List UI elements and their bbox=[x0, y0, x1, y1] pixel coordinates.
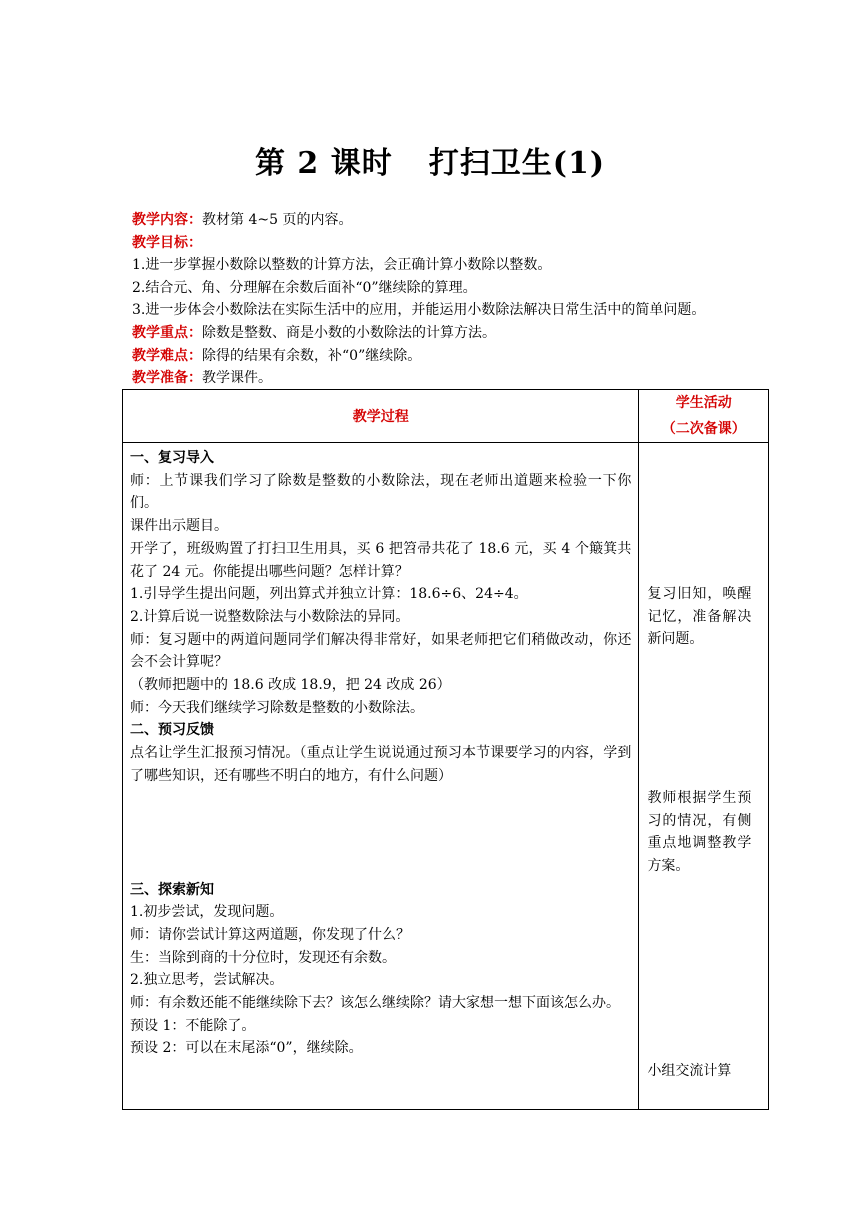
teaching-content-value: 教材第 4~5 页的内容。 bbox=[202, 212, 353, 228]
lesson-topic: 打扫卫生(1) bbox=[428, 146, 606, 181]
teaching-process-cell bbox=[123, 443, 639, 1110]
lesson-meta bbox=[132, 209, 772, 390]
teaching-difficulty bbox=[132, 345, 772, 368]
section-explore-line: 预设 2：可以在末尾添“0”，继续除。 bbox=[130, 1040, 363, 1057]
second-prep-title: （二次备课） bbox=[661, 421, 746, 437]
teaching-key-value: 除数是整数、商是小数的小数除法的计算方法。 bbox=[202, 324, 496, 341]
student-activity-header bbox=[639, 390, 769, 443]
lesson-plan-table bbox=[122, 389, 769, 1110]
section-review-line: （教师把题中的 18.6 改成 18.9，把 24 改成 26） bbox=[130, 677, 451, 694]
section-explore-line: 师：有余数还能不能继续除下去？该怎么继续除？请大家想一想下面该怎么办。 bbox=[130, 995, 620, 1012]
teaching-goals-label: 教学目标： bbox=[132, 234, 202, 251]
teaching-content bbox=[132, 209, 772, 232]
section-explore-line: 生：当除到商的十分位时，发现还有余数。 bbox=[130, 949, 396, 966]
side-note-preview: 教师根据学生预习的情况，有侧重点地调整教学方案。 bbox=[647, 790, 752, 875]
teaching-process-header: 教学过程 bbox=[123, 390, 639, 443]
teaching-goal-2: 2.结合元、角、分理解在余数后面补“0”继续除的算理。 bbox=[132, 279, 477, 296]
section-explore-line: 预设 1：不能除了。 bbox=[130, 1017, 256, 1034]
teaching-prep-label: 教学准备： bbox=[132, 370, 202, 387]
teaching-goal-3: 3.进一步体会小数除法在实际生活中的应用，并能运用小数除法解决日常生活中的简单问题。 bbox=[132, 302, 706, 319]
student-activity-title: 学生活动 bbox=[675, 395, 732, 411]
teaching-content-label: 教学内容： bbox=[132, 212, 202, 228]
section-review-line: 1.引导学生提出问题，列出算式并独立计算：18.6÷6、24÷4。 bbox=[130, 586, 528, 603]
table-header-row bbox=[123, 390, 769, 443]
section-explore-title: 三、探索新知 bbox=[130, 881, 214, 898]
section-review-line: 开学了，班级购置了打扫卫生用具，买 6 把笤帚共花了 18.6 元，买 4 个簸箕共花了 24 元。你能提出哪些问题？怎样计算？ bbox=[130, 540, 632, 580]
teaching-preparation bbox=[132, 367, 772, 390]
section-explore-line: 1.初步尝试，发现问题。 bbox=[130, 904, 284, 921]
teaching-goals-heading bbox=[132, 232, 772, 255]
teaching-key-label: 教学重点： bbox=[132, 324, 202, 341]
section-preview-line: 点名让学生汇报预习情况。（重点让学生说说通过预习本节课要学习的内容，学到了哪些知识，还有哪些不明白的地方，有什么问题） bbox=[130, 745, 632, 784]
teaching-key-point bbox=[132, 322, 772, 345]
lesson-number: 第 2 课时 bbox=[254, 146, 393, 181]
side-note-explore: 小组交流计算 bbox=[647, 1063, 732, 1079]
teaching-difficulty-value: 除得的结果有余数，补“0”继续除。 bbox=[202, 347, 422, 364]
table-body-row bbox=[123, 443, 769, 1110]
teaching-goal-1: 1.进一步掌握小数除以整数的计算方法，会正确计算小数除以整数。 bbox=[132, 257, 552, 274]
student-activity-cell bbox=[639, 443, 769, 1110]
section-review-line: 2.计算后说一说整数除法与小数除法的异同。 bbox=[130, 608, 410, 625]
section-review-line: 师：上节课我们学习了除数是整数的小数除法，现在老师出道题来检验一下你们。 bbox=[130, 472, 632, 512]
section-review-title: 一、复习导入 bbox=[130, 450, 214, 466]
lesson-title bbox=[0, 138, 860, 182]
section-review-line: 课件出示题目。 bbox=[130, 518, 228, 535]
section-explore-line: 2.独立思考，尝试解决。 bbox=[130, 972, 284, 989]
section-preview-title: 二、预习反馈 bbox=[130, 722, 214, 739]
teaching-difficulty-label: 教学难点： bbox=[132, 347, 202, 364]
teaching-prep-value: 教学课件。 bbox=[202, 370, 272, 387]
section-explore-line: 师：请你尝试计算这两道题，你发现了什么？ bbox=[130, 926, 410, 943]
section-review-line: 师：复习题中的两道问题同学们解决得非常好，如果老师把它们稍做改动，你还会不会计算呢？ bbox=[130, 631, 632, 671]
side-note-review: 复习旧知，唤醒记忆，准备解决新问题。 bbox=[647, 586, 752, 648]
section-review-line: 师：今天我们继续学习除数是整数的小数除法。 bbox=[130, 699, 424, 716]
